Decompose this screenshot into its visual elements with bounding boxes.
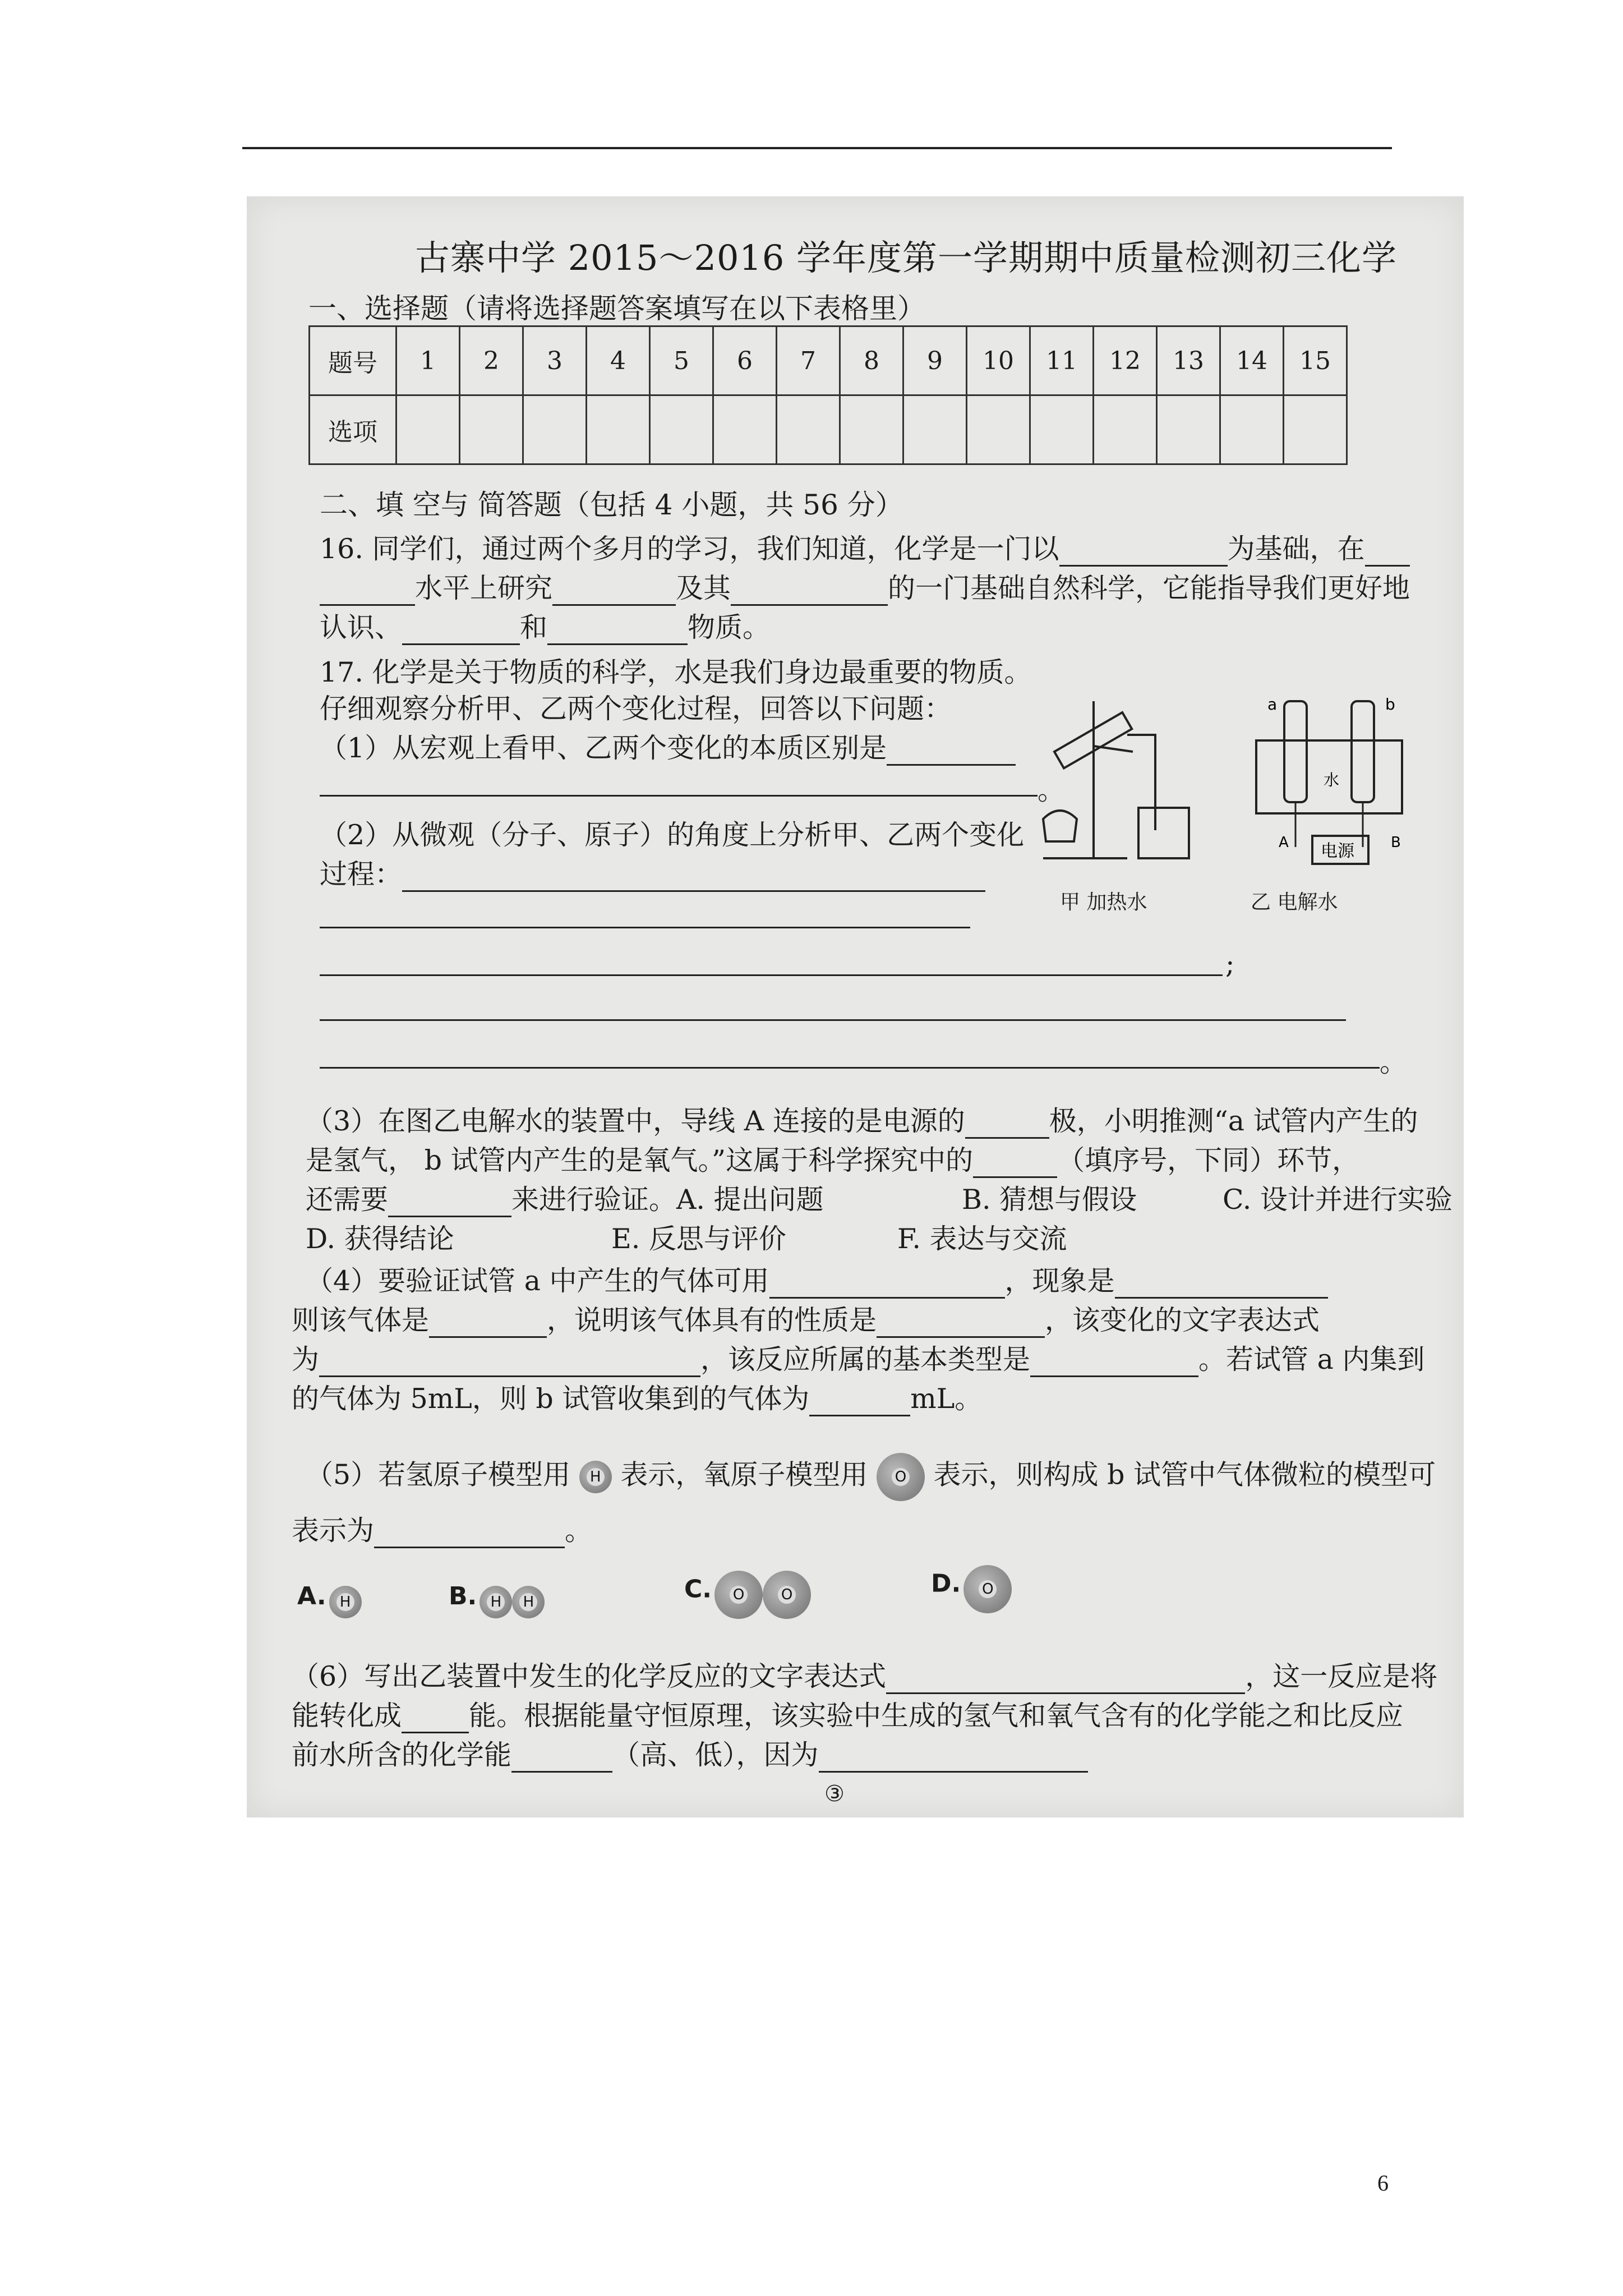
table-cell: 10 bbox=[967, 326, 1030, 395]
blank[interactable] bbox=[320, 579, 415, 606]
text: 16. 同学们，通过两个多月的学习，我们知道，化学是一门以 bbox=[320, 533, 1059, 565]
tube-b bbox=[1352, 701, 1374, 802]
blank[interactable] bbox=[374, 1522, 565, 1548]
text: 表示，氧原子模型用 bbox=[620, 1458, 868, 1491]
answer-line[interactable] bbox=[320, 1018, 1346, 1021]
blank[interactable] bbox=[973, 1152, 1057, 1178]
text: 过程： bbox=[320, 858, 403, 890]
text: 为 bbox=[292, 1343, 320, 1375]
alcohol-lamp bbox=[1043, 811, 1077, 841]
answer-cell[interactable] bbox=[777, 395, 840, 464]
choice-A[interactable] bbox=[297, 1582, 362, 1618]
choice-label: B. bbox=[449, 1582, 477, 1611]
text: mL。 bbox=[910, 1383, 983, 1415]
text: （5）若氢原子模型用 bbox=[306, 1458, 571, 1491]
label-A: A bbox=[1279, 834, 1289, 851]
table-row bbox=[310, 395, 1347, 464]
text: （3）在图乙电解水的装置中，导线 A 连接的是电源的 bbox=[306, 1105, 965, 1137]
text: （4）要验证试管 a 中产生的气体可用 bbox=[306, 1265, 769, 1297]
q17-part5-line1 bbox=[306, 1453, 1436, 1501]
blank[interactable] bbox=[769, 1272, 1005, 1299]
text: ，说明该气体具有的性质是 bbox=[547, 1304, 877, 1336]
option-F: F. 表达与交流 bbox=[897, 1223, 1067, 1255]
answer-cell[interactable] bbox=[713, 395, 777, 464]
option-D: D. 获得结论 bbox=[306, 1223, 454, 1255]
figure-caption-jia: 甲 加热水 bbox=[1060, 891, 1147, 914]
text: 及其 bbox=[676, 572, 731, 604]
choice-label: A. bbox=[297, 1582, 326, 1611]
table-cell: 12 bbox=[1094, 326, 1157, 395]
blank[interactable] bbox=[819, 1746, 1088, 1773]
q17-part4-line4 bbox=[292, 1377, 982, 1416]
tube-a bbox=[1284, 701, 1307, 802]
text: （填序号，下同）环节， bbox=[1057, 1144, 1360, 1176]
q16-line1 bbox=[320, 527, 1410, 567]
blank[interactable] bbox=[402, 619, 520, 645]
table-cell: 14 bbox=[1220, 326, 1284, 395]
blank[interactable] bbox=[511, 1746, 612, 1773]
blank[interactable] bbox=[1030, 1351, 1198, 1377]
blank[interactable] bbox=[886, 1668, 1245, 1694]
delivery-tube bbox=[1127, 735, 1155, 830]
table-cell: 6 bbox=[713, 326, 777, 395]
q16-line3 bbox=[320, 606, 770, 645]
text: 能。根据能量守恒原理，该实验中生成的氢气和氧气含有的化学能之和比反应 bbox=[469, 1700, 1404, 1732]
answer-line[interactable] bbox=[320, 794, 1038, 797]
q17-line2: 仔细观察分析甲、乙两个变化过程，回答以下问题： bbox=[320, 693, 952, 725]
row-label: 选项 bbox=[310, 395, 396, 464]
answer-table bbox=[308, 325, 1348, 465]
text: （6）写出乙装置中发生的化学反应的文字表达式 bbox=[292, 1660, 887, 1692]
text: 。若试管 a 内集到 bbox=[1198, 1343, 1425, 1375]
blank[interactable] bbox=[429, 1312, 547, 1338]
experiment-figure bbox=[1021, 690, 1436, 881]
blank[interactable] bbox=[402, 866, 985, 892]
q17-part4-line3 bbox=[292, 1338, 1424, 1377]
q17-part3-line1 bbox=[306, 1099, 1418, 1139]
text: 表示为 bbox=[292, 1515, 375, 1547]
text: 极，小明推测“a 试管内产生的 bbox=[1049, 1105, 1418, 1137]
table-cell: 4 bbox=[587, 326, 650, 395]
answer-cell[interactable] bbox=[1030, 395, 1094, 464]
text: ，该变化的文字表达式 bbox=[1045, 1304, 1320, 1336]
blank[interactable] bbox=[809, 1390, 910, 1416]
blank[interactable] bbox=[877, 1312, 1045, 1338]
table-cell: 7 bbox=[777, 326, 840, 395]
choice-label: D. bbox=[931, 1569, 961, 1598]
answer-cell[interactable] bbox=[1094, 395, 1157, 464]
answer-cell[interactable] bbox=[1284, 395, 1347, 464]
table-cell: 3 bbox=[523, 326, 587, 395]
blank[interactable] bbox=[965, 1112, 1049, 1139]
text: 的气体为 5mL，则 b 试管收集到的气体为 bbox=[292, 1383, 810, 1415]
answer-cell[interactable] bbox=[840, 395, 903, 464]
answer-line[interactable] bbox=[320, 926, 970, 928]
text: 和 bbox=[520, 611, 548, 643]
text: （1）从宏观上看甲、乙两个变化的本质区别是 bbox=[320, 732, 887, 764]
answer-cell[interactable] bbox=[523, 395, 587, 464]
figure-caption-yi: 乙 电解水 bbox=[1251, 891, 1338, 914]
blank[interactable] bbox=[402, 1707, 469, 1733]
oxygen-atom-icon: O bbox=[963, 1565, 1012, 1613]
choice-C[interactable] bbox=[684, 1571, 811, 1619]
text: （高、低），因为 bbox=[612, 1739, 819, 1771]
table-cell: 8 bbox=[840, 326, 903, 395]
q17-part4-line2 bbox=[292, 1299, 1320, 1338]
choice-label: C. bbox=[684, 1575, 712, 1604]
beaker bbox=[1138, 808, 1189, 858]
answer-cell[interactable] bbox=[903, 395, 967, 464]
oxygen-atom-icon: O bbox=[877, 1453, 925, 1501]
blank[interactable] bbox=[1115, 1272, 1328, 1299]
blank[interactable] bbox=[547, 619, 688, 645]
text: 水平上研究 bbox=[415, 572, 553, 604]
blank[interactable] bbox=[1365, 540, 1410, 567]
q17-part6-line3 bbox=[292, 1733, 1088, 1773]
text: 物质。 bbox=[688, 611, 771, 643]
power-label: 电源 bbox=[1321, 841, 1354, 861]
q17-part4-line1 bbox=[306, 1259, 1328, 1299]
blank[interactable] bbox=[887, 739, 1016, 766]
period: 。 bbox=[1038, 774, 1066, 806]
table-cell: 5 bbox=[650, 326, 713, 395]
text: 前水所含的化学能 bbox=[292, 1739, 512, 1771]
text: 的一门基础自然科学，它能指导我们更好地 bbox=[888, 572, 1410, 604]
text: 还需要 bbox=[306, 1184, 389, 1216]
text: 为基础，在 bbox=[1227, 533, 1365, 565]
sheet-mark: ③ bbox=[824, 1781, 845, 1807]
section-2-heading: 二、填 空与 简答题（包括 4 小题，共 56 分） bbox=[320, 489, 903, 521]
answer-cell[interactable] bbox=[1157, 395, 1220, 464]
option-C: C. 设计并进行实验 bbox=[1223, 1184, 1453, 1216]
answer-cell[interactable] bbox=[650, 395, 713, 464]
option-B: B. 猜想与假设 bbox=[962, 1184, 1137, 1216]
oxygen-atom-icon: O bbox=[714, 1571, 763, 1619]
answer-cell[interactable] bbox=[1220, 395, 1284, 464]
table-cell: 2 bbox=[460, 326, 523, 395]
label-b: b bbox=[1385, 695, 1395, 714]
q17-part6-line2 bbox=[292, 1694, 1403, 1733]
text: 能转化成 bbox=[292, 1700, 402, 1732]
oxygen-atom-icon: O bbox=[763, 1571, 811, 1619]
q17-part3-line3 bbox=[306, 1178, 824, 1217]
text: 来进行验证。A. 提出问题 bbox=[511, 1184, 824, 1216]
answer-cell[interactable] bbox=[396, 395, 460, 464]
q17-part2b bbox=[320, 853, 985, 892]
blank[interactable] bbox=[552, 579, 676, 606]
table-cell: 13 bbox=[1157, 326, 1220, 395]
hydrogen-atom-icon: H bbox=[579, 1461, 612, 1493]
text: ，该反应所属的基本类型是 bbox=[700, 1343, 1031, 1375]
blank[interactable] bbox=[319, 1351, 700, 1377]
page-number: 6 bbox=[1377, 2170, 1389, 2196]
choice-D[interactable] bbox=[931, 1565, 1012, 1613]
label-B: B bbox=[1391, 834, 1401, 851]
text: 认识、 bbox=[320, 611, 403, 643]
blank[interactable] bbox=[388, 1191, 511, 1217]
exam-title: 古寨中学 2015～2016 学年度第一学期期中质量检测初三化学 bbox=[415, 237, 1397, 278]
text: 是氢气， b 试管内产生的是氧气。”这属于科学探究中的 bbox=[306, 1144, 974, 1176]
answer-line[interactable] bbox=[320, 973, 1223, 976]
section-1-heading: 一、选择题（请将选择题答案填写在以下表格里） bbox=[308, 292, 925, 325]
answer-line[interactable] bbox=[320, 1066, 1380, 1069]
answer-cell[interactable] bbox=[967, 395, 1030, 464]
exam-photo bbox=[247, 196, 1464, 1818]
answer-cell[interactable] bbox=[460, 395, 523, 464]
blank[interactable] bbox=[731, 579, 888, 606]
q17-part1 bbox=[320, 726, 1016, 766]
answer-cell[interactable] bbox=[587, 395, 650, 464]
label-a: a bbox=[1267, 695, 1278, 714]
q17-part5-line2: 表示为 。 bbox=[292, 1509, 592, 1548]
q17-part6-line1 bbox=[292, 1655, 1437, 1694]
hydrogen-atom-icon: H bbox=[479, 1586, 512, 1618]
text: ，这一反应是将 bbox=[1245, 1660, 1438, 1692]
option-E: E. 反思与评价 bbox=[611, 1223, 786, 1255]
hydrogen-atom-icon: H bbox=[329, 1586, 362, 1618]
top-rule bbox=[242, 147, 1392, 149]
row-label: 题号 bbox=[310, 326, 396, 395]
semicolon: ; bbox=[1225, 948, 1235, 980]
water-label: 水 bbox=[1324, 771, 1340, 789]
text: ，现象是 bbox=[1004, 1265, 1115, 1297]
period: 。 bbox=[1380, 1046, 1408, 1078]
blank[interactable] bbox=[1059, 540, 1228, 567]
q17-line1: 17. 化学是关于物质的科学，水是我们身边最重要的物质。 bbox=[320, 656, 1032, 688]
table-cell: 9 bbox=[903, 326, 967, 395]
q17-part2a: （2）从微观（分子、原子）的角度上分析甲、乙两个变化 bbox=[320, 819, 1025, 851]
table-cell: 11 bbox=[1030, 326, 1094, 395]
text: 则该气体是 bbox=[292, 1304, 430, 1336]
table-cell: 15 bbox=[1284, 326, 1347, 395]
table-row bbox=[310, 326, 1347, 395]
hydrogen-atom-icon: H bbox=[512, 1586, 545, 1618]
choice-B[interactable] bbox=[449, 1582, 545, 1618]
text: 表示，则构成 b 试管中气体微粒的模型可 bbox=[933, 1458, 1436, 1491]
table-cell: 1 bbox=[396, 326, 460, 395]
q17-part3-line2 bbox=[306, 1139, 1359, 1178]
q16-line2 bbox=[320, 567, 1410, 606]
